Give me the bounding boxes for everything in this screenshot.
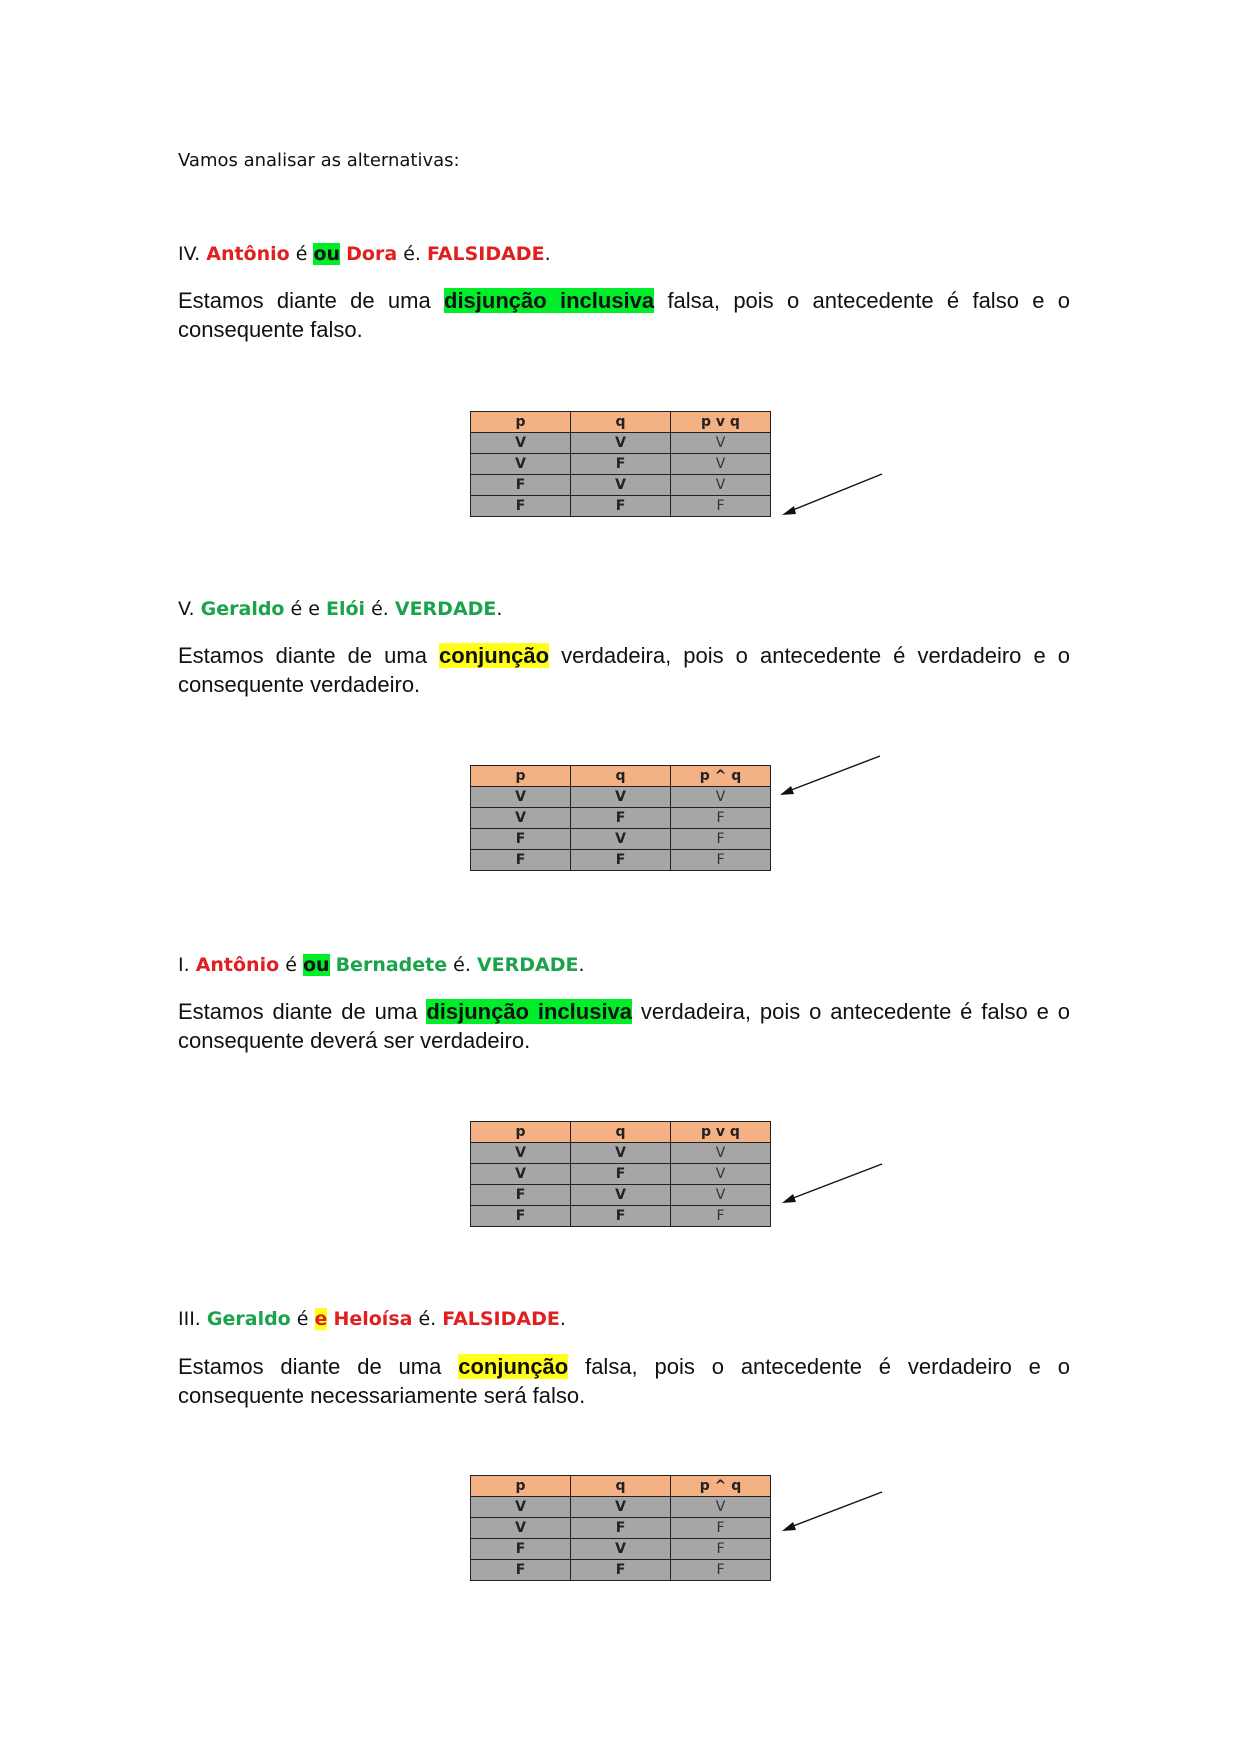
table-header-cell: p ^ q xyxy=(671,1476,771,1497)
section-heading-i xyxy=(178,954,585,976)
table-cell: V xyxy=(571,1185,671,1206)
highlight-text-green: VERDADE xyxy=(476,954,579,976)
table-cell: F xyxy=(471,829,571,850)
highlight-text-red: FALSIDADE xyxy=(442,1308,560,1330)
table-cell: V xyxy=(671,787,771,808)
text-run: Estamos diante de uma xyxy=(178,288,444,313)
keyword-highlight-yellow: conjunção xyxy=(458,1354,569,1379)
table-row xyxy=(471,1560,771,1581)
text-run: é. xyxy=(447,954,477,976)
table-cell: V xyxy=(571,829,671,850)
table-header-cell: p xyxy=(471,1476,571,1497)
table-cell: V xyxy=(471,808,571,829)
table-header-cell: p xyxy=(471,1122,571,1143)
highlight-text-green: Elói xyxy=(325,598,366,620)
arrow-pointer xyxy=(780,1160,890,1210)
table-cell: F xyxy=(671,496,771,517)
table-row xyxy=(471,850,771,871)
table-row xyxy=(471,1206,771,1227)
section-heading-v xyxy=(178,598,502,620)
text-run: . xyxy=(544,243,551,265)
table-header-row xyxy=(471,1476,771,1497)
table-cell: V xyxy=(571,1539,671,1560)
table-cell: V xyxy=(471,1497,571,1518)
table-cell: F xyxy=(471,475,571,496)
table-cell: V xyxy=(571,1497,671,1518)
paragraph-line-2: consequente falso. xyxy=(178,317,363,342)
table-cell: F xyxy=(571,850,671,871)
text-run: falsa, pois o antecedente é verdadeiro e o xyxy=(568,1354,1071,1379)
table-cell: F xyxy=(571,496,671,517)
table-cell: V xyxy=(571,787,671,808)
table-cell: F xyxy=(671,829,771,850)
text-run: IV. xyxy=(178,243,207,265)
text-run: verdadeira, pois o antecedente é verdadeiro e o xyxy=(549,643,1070,668)
text-run: I. xyxy=(178,954,196,976)
table-header-cell: p xyxy=(471,766,571,787)
text-run: é xyxy=(289,243,314,265)
paragraph-line-1 xyxy=(178,1352,1070,1381)
table-header-cell: q xyxy=(571,766,671,787)
table-cell: V xyxy=(471,1143,571,1164)
text-run: é. xyxy=(397,243,427,265)
table-row xyxy=(471,454,771,475)
table-cell: V xyxy=(471,787,571,808)
table-header-row xyxy=(471,412,771,433)
highlight-text-green: VERDADE xyxy=(394,598,497,620)
table-cell: V xyxy=(671,454,771,475)
table-header-cell: q xyxy=(571,1122,671,1143)
highlight-text-green: Geraldo xyxy=(200,598,285,620)
table-row xyxy=(471,433,771,454)
section-heading-iii xyxy=(178,1308,566,1330)
highlight-text-red: Heloísa xyxy=(333,1308,413,1330)
highlight-text-green: Geraldo xyxy=(206,1308,291,1330)
table-cell: F xyxy=(471,496,571,517)
text-run: é e xyxy=(284,598,326,620)
table-cell: F xyxy=(671,1206,771,1227)
table-cell: F xyxy=(471,1206,571,1227)
table-cell: F xyxy=(571,1164,671,1185)
table-row xyxy=(471,1185,771,1206)
keyword-highlight-green: ou xyxy=(313,243,341,265)
table-header-cell: p xyxy=(471,412,571,433)
table-header-cell: p ^ q xyxy=(671,766,771,787)
table-header-cell: p v q xyxy=(671,412,771,433)
table-row xyxy=(471,475,771,496)
table-header-cell: q xyxy=(571,412,671,433)
arrow-pointer xyxy=(778,752,888,802)
table-cell: F xyxy=(671,1518,771,1539)
table-cell: V xyxy=(571,475,671,496)
text-run: verdadeira, pois o antecedente é falso e o xyxy=(632,999,1070,1024)
section-paragraph-i xyxy=(178,997,1070,1055)
table-cell: V xyxy=(671,475,771,496)
table-row xyxy=(471,1164,771,1185)
table-header-cell: q xyxy=(571,1476,671,1497)
table-row xyxy=(471,1497,771,1518)
text-run: Estamos diante de uma xyxy=(178,643,440,668)
text-run: é xyxy=(290,1308,315,1330)
truth-table-disjunction xyxy=(470,411,771,517)
table-cell: F xyxy=(671,850,771,871)
table-cell: F xyxy=(471,1560,571,1581)
text-run: . xyxy=(496,598,503,620)
table-cell: V xyxy=(571,1143,671,1164)
table-cell: F xyxy=(571,1206,671,1227)
text-run: é. xyxy=(365,598,395,620)
text-run: . xyxy=(559,1308,566,1330)
table-header-cell: p v q xyxy=(671,1122,771,1143)
table-row xyxy=(471,787,771,808)
section-heading-iv xyxy=(178,243,551,265)
truth-table-disjunction xyxy=(470,1121,771,1227)
table-cell: V xyxy=(571,433,671,454)
table-cell: F xyxy=(571,1560,671,1581)
table-cell: V xyxy=(471,454,571,475)
table-row xyxy=(471,808,771,829)
table-row xyxy=(471,1143,771,1164)
keyword-highlight-yellow: conjunção xyxy=(439,643,550,668)
keyword-highlight-green: disjunção inclusiva xyxy=(426,999,633,1024)
table-cell: F xyxy=(671,1539,771,1560)
table-cell: V xyxy=(671,1143,771,1164)
table-cell: F xyxy=(471,1539,571,1560)
highlight-text-red: Antônio xyxy=(195,954,280,976)
keyword-highlight-yellow: e xyxy=(314,1308,328,1330)
paragraph-line-2: consequente necessariamente será falso. xyxy=(178,1383,586,1408)
table-cell: V xyxy=(671,1164,771,1185)
section-paragraph-iv xyxy=(178,286,1070,344)
table-row xyxy=(471,496,771,517)
text-run: é. xyxy=(412,1308,443,1330)
text-run: III. xyxy=(178,1308,207,1330)
table-row xyxy=(471,829,771,850)
arrow-pointer xyxy=(780,470,890,520)
text-run: falsa, pois o antecedente é falso e o xyxy=(654,288,1070,313)
table-cell: F xyxy=(571,1518,671,1539)
paragraph-line-2: consequente verdadeiro. xyxy=(178,672,421,697)
highlight-text-red: Antônio xyxy=(206,243,290,265)
text-run: V. xyxy=(178,598,201,620)
intro-text: Vamos analisar as alternativas: xyxy=(178,150,460,171)
truth-table-conjunction xyxy=(470,765,771,871)
table-header-row xyxy=(471,766,771,787)
table-cell: V xyxy=(471,1518,571,1539)
highlight-text-red: Dora xyxy=(346,243,398,265)
arrow-pointer xyxy=(780,1488,890,1538)
table-cell: F xyxy=(671,808,771,829)
section-paragraph-v xyxy=(178,641,1070,699)
table-cell: F xyxy=(471,1185,571,1206)
table-row xyxy=(471,1539,771,1560)
table-cell: F xyxy=(571,808,671,829)
text-run: . xyxy=(578,954,585,976)
table-cell: F xyxy=(671,1560,771,1581)
truth-table-conjunction xyxy=(470,1475,771,1581)
paragraph-line-1 xyxy=(178,641,1070,670)
table-cell: V xyxy=(671,433,771,454)
text-run: é xyxy=(279,954,303,976)
keyword-highlight-green: ou xyxy=(302,954,330,976)
text-run: Estamos diante de uma xyxy=(178,999,427,1024)
table-cell: F xyxy=(571,454,671,475)
table-row xyxy=(471,1518,771,1539)
paragraph-line-1 xyxy=(178,997,1070,1026)
table-header-row xyxy=(471,1122,771,1143)
highlight-text-red: FALSIDADE xyxy=(426,243,545,265)
paragraph-line-1 xyxy=(178,286,1070,315)
text-run: Estamos diante de uma xyxy=(178,1354,459,1379)
section-paragraph-iii xyxy=(178,1352,1070,1410)
table-cell: V xyxy=(671,1185,771,1206)
table-cell: V xyxy=(471,433,571,454)
paragraph-line-2: consequente deverá ser verdadeiro. xyxy=(178,1028,531,1053)
highlight-text-green: Bernadete xyxy=(335,954,448,976)
keyword-highlight-green: disjunção inclusiva xyxy=(444,288,655,313)
table-cell: V xyxy=(671,1497,771,1518)
table-cell: V xyxy=(471,1164,571,1185)
table-cell: F xyxy=(471,850,571,871)
